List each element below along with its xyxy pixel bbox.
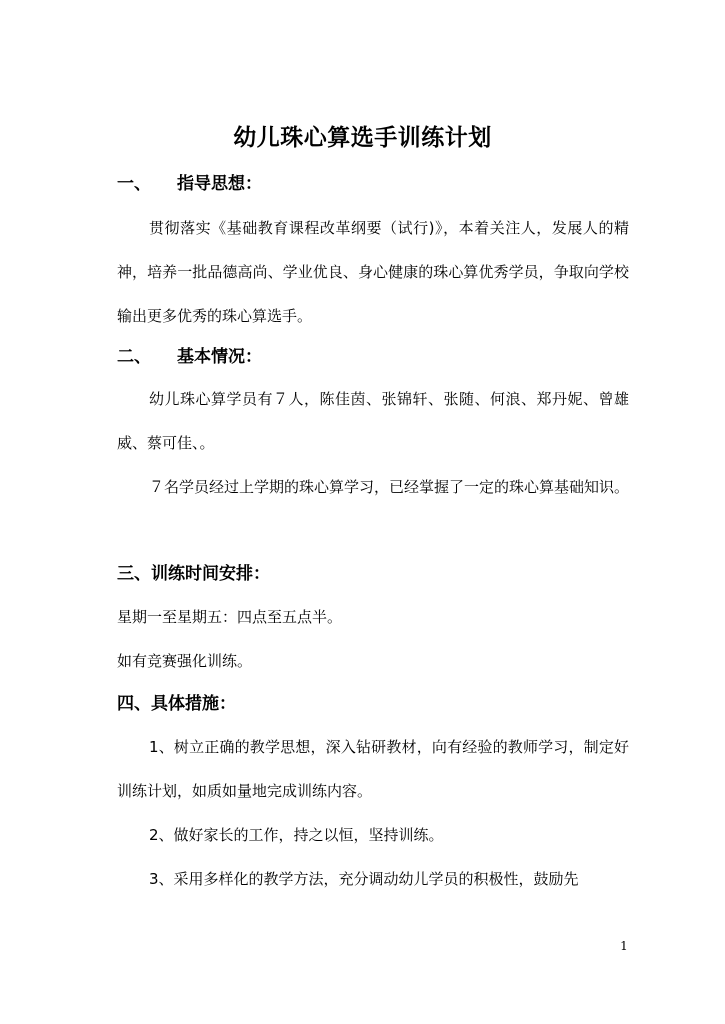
section-number: 四、 <box>117 694 151 714</box>
measure-item-3: 3、采用多样化的教学方法，充分调动幼儿学员的积极性，鼓励先 <box>149 870 579 888</box>
section-number: 一、 <box>117 174 151 194</box>
section-title: 具体措施： <box>151 694 236 714</box>
section-number: 二、 <box>117 347 151 367</box>
paragraph-guiding-ideology: 贯彻落实《基础教育课程改革纲要（试行)》，本着关注人，发展人的精神，培养一批品德高尚、学业优良、身心健康的珠心算优秀学员，争取向学校输出更多优秀的珠心算选手。 <box>117 219 629 325</box>
schedule-weekday-line: 星期一至星期五：四点至五点半。 <box>117 608 343 626</box>
schedule-competition-line: 如有竞赛强化训练。 <box>117 652 253 670</box>
document-title: 幼儿珠心算选手训练计划 <box>233 125 492 151</box>
section-heading-basic-situation <box>117 345 262 369</box>
section-title: 基本情况： <box>177 347 262 367</box>
paragraph-student-progress: ７名学员经过上学期的珠心算学习，已经掌握了一定的珠心算基础知识。 <box>149 478 630 496</box>
measure-item-2: 2、做好家长的工作，持之以恒，坚持训练。 <box>149 826 444 844</box>
measure-item-1: 1、树立正确的教学思想，深入钻研教材，向有经验的教师学习，制定好训练计划，如质如量地完成训练内容。 <box>117 738 629 800</box>
section-heading-training-schedule <box>117 562 270 586</box>
section-number: 三、 <box>117 564 151 584</box>
section-heading-guiding-ideology <box>117 172 262 196</box>
section-title: 训练时间安排： <box>151 564 270 584</box>
page-number: 1 <box>620 939 628 953</box>
section-title: 指导思想： <box>177 174 262 194</box>
section-heading-specific-measures <box>117 692 236 716</box>
paragraph-student-list: 幼儿珠心算学员有７人，陈佳茵、张锦轩、张随、何浪、郑丹妮、曾雄威、蔡可佳、。 <box>117 390 629 452</box>
